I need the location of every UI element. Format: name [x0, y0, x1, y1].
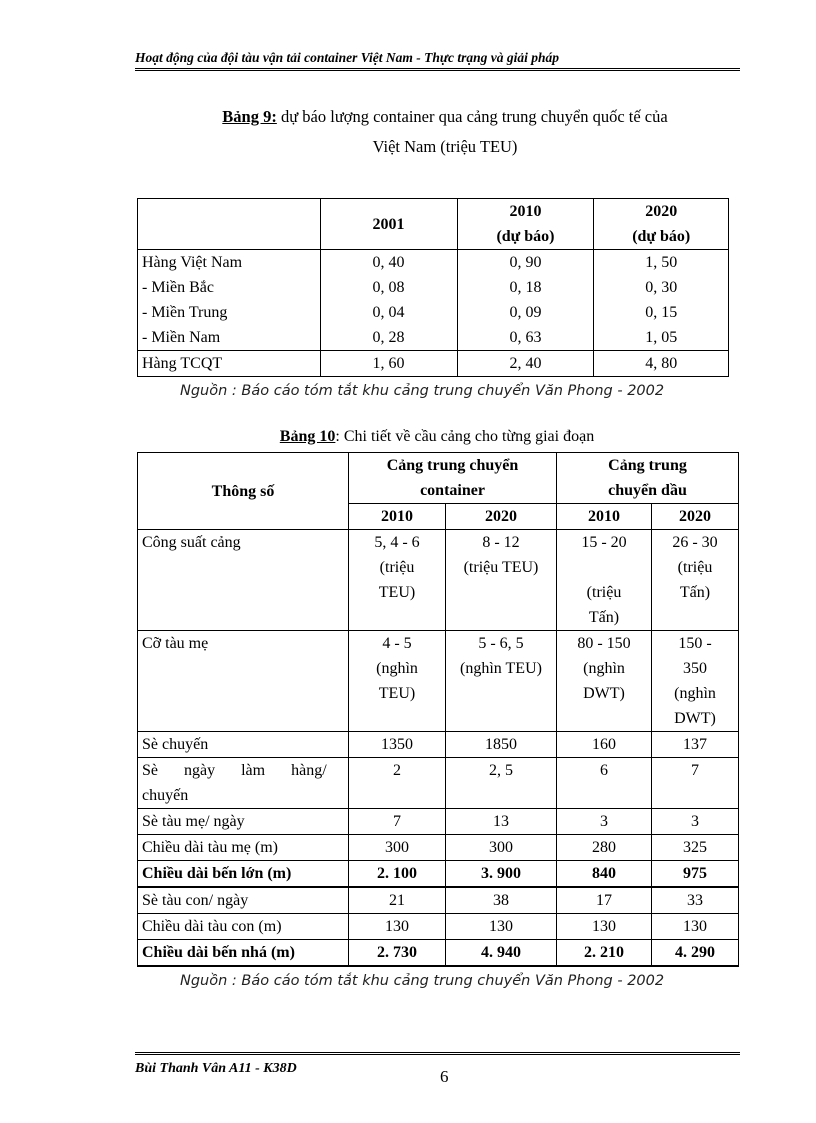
table10-source: Nguồn : Báo cáo tóm tắt khu cảng trung chuyển Văn Phong - 2002 [180, 973, 665, 989]
table10 [137, 452, 739, 967]
cell: 840 [557, 861, 652, 888]
cell: 280 [557, 835, 652, 861]
page-number: 6 [440, 1067, 449, 1086]
cell: 130 [652, 914, 739, 940]
cell: 17 [557, 887, 652, 914]
table9-title-line1: dự báo lượng container qua cảng trung chuyển quốc tế của [276, 107, 668, 126]
footer-author: Bùi Thanh Vân A11 - K38D [135, 1061, 297, 1076]
cell: 26 - 30 (triệu Tấn) [652, 530, 739, 631]
table9-header-2001: 2001 [320, 199, 457, 250]
table10-label: Bảng 10 [279, 428, 336, 445]
table9-col-2001: 0, 40 0, 08 0, 04 0, 28 [320, 250, 457, 351]
cell: 2. 730 [349, 940, 446, 967]
table10-row [138, 861, 739, 888]
table9-title-line2: Việt Nam (triệu TEU) [372, 137, 518, 156]
table10-row [138, 914, 739, 940]
table9-label: Bảng 9: [222, 107, 277, 126]
table10-row [138, 809, 739, 835]
cell: 2, 5 [446, 758, 557, 809]
cell: 975 [652, 861, 739, 888]
table9-caption [150, 102, 740, 162]
cell: 13 [446, 809, 557, 835]
table9-header-2020: 2020 (dự báo) [594, 199, 729, 250]
table10-row-days [138, 758, 739, 809]
row-label: Sè ngày làm hàng/ chuyến [138, 758, 349, 809]
cell: 7 [652, 758, 739, 809]
table10-year: 2010 [557, 504, 652, 530]
table10-row [138, 887, 739, 914]
table9-total-2020: 4, 80 [594, 351, 729, 377]
cell: 4 - 5 (nghìn TEU) [349, 631, 446, 732]
table10-param-header: Thông số [138, 453, 349, 530]
table10-row-ship-size [138, 631, 739, 732]
cell: 33 [652, 887, 739, 914]
cell: 4. 290 [652, 940, 739, 967]
cell: 7 [349, 809, 446, 835]
cell: 4. 940 [446, 940, 557, 967]
table10-group-container: Cảng trung chuyển container [349, 453, 557, 504]
table9-total-2010: 2, 40 [457, 351, 594, 377]
row-label: Chiều dài bến nhá (m) [138, 940, 349, 967]
table9-header-2010: 2010 (dự báo) [457, 199, 594, 250]
row-label: Chiều dài tàu con (m) [138, 914, 349, 940]
cell: 80 - 150 (nghìn DWT) [557, 631, 652, 732]
table10-row [138, 940, 739, 967]
table10-row-trips [138, 732, 739, 758]
page-footer [135, 1052, 740, 1086]
cell: 130 [557, 914, 652, 940]
table10-year: 2020 [446, 504, 557, 530]
cell: 3 [652, 809, 739, 835]
cell: 5 - 6, 5 (nghìn TEU) [446, 631, 557, 732]
table9-total-row [138, 351, 729, 377]
cell: 2 [349, 758, 446, 809]
table10-header-row1 [138, 453, 739, 504]
cell: 3. 900 [446, 861, 557, 888]
table9-group-row [138, 250, 729, 351]
row-label: Sè chuyến [138, 732, 349, 758]
cell: 325 [652, 835, 739, 861]
table9-header-row [138, 199, 729, 250]
table10-title: : Chi tiết về cầu cảng cho từng giai đoạn [335, 428, 595, 445]
cell: 8 - 12 (triệu TEU) [446, 530, 557, 631]
cell: 300 [446, 835, 557, 861]
cell: 137 [652, 732, 739, 758]
cell: 300 [349, 835, 446, 861]
running-header [135, 50, 740, 71]
cell: 3 [557, 809, 652, 835]
row-label: Chiều dài tàu mẹ (m) [138, 835, 349, 861]
header-title: Hoạt động của đội tàu vận tải container Việt Nam - Thực trạng và giải pháp [135, 50, 559, 65]
table9-header-empty [138, 199, 321, 250]
table9 [137, 198, 729, 377]
table10-row-capacity [138, 530, 739, 631]
cell: 21 [349, 887, 446, 914]
cell: 5, 4 - 6 (triệu TEU) [349, 530, 446, 631]
cell: 150 - 350 (nghìn DWT) [652, 631, 739, 732]
cell: 1850 [446, 732, 557, 758]
cell: 130 [446, 914, 557, 940]
cell: 2. 210 [557, 940, 652, 967]
row-label: Công suất cảng [138, 530, 349, 631]
table10-row [138, 835, 739, 861]
table10-year: 2020 [652, 504, 739, 530]
cell: 6 [557, 758, 652, 809]
table10-group-oil: Cảng trung chuyển dầu [557, 453, 739, 504]
row-label: Sè tàu mẹ/ ngày [138, 809, 349, 835]
table9-col-2020: 1, 50 0, 30 0, 15 1, 05 [594, 250, 729, 351]
cell: 15 - 20 (triệu Tấn) [557, 530, 652, 631]
cell: 130 [349, 914, 446, 940]
table9-row-labels: Hàng Việt Nam - Miền Bắc - Miền Trung - Miền Nam [138, 250, 321, 351]
table10-caption [137, 428, 737, 446]
cell: 160 [557, 732, 652, 758]
table9-source: Nguồn : Báo cáo tóm tắt khu cảng trung chuyển Văn Phong - 2002 [180, 383, 665, 399]
cell: 2. 100 [349, 861, 446, 888]
row-label: Cỡ tàu mẹ [138, 631, 349, 732]
table9-total-2001: 1, 60 [320, 351, 457, 377]
row-label: Sè tàu con/ ngày [138, 887, 349, 914]
cell: 1350 [349, 732, 446, 758]
table10-year: 2010 [349, 504, 446, 530]
table9-col-2010: 0, 90 0, 18 0, 09 0, 63 [457, 250, 594, 351]
table9-total-label: Hàng TCQT [138, 351, 321, 377]
cell: 38 [446, 887, 557, 914]
row-label: Chiều dài bến lớn (m) [138, 861, 349, 888]
